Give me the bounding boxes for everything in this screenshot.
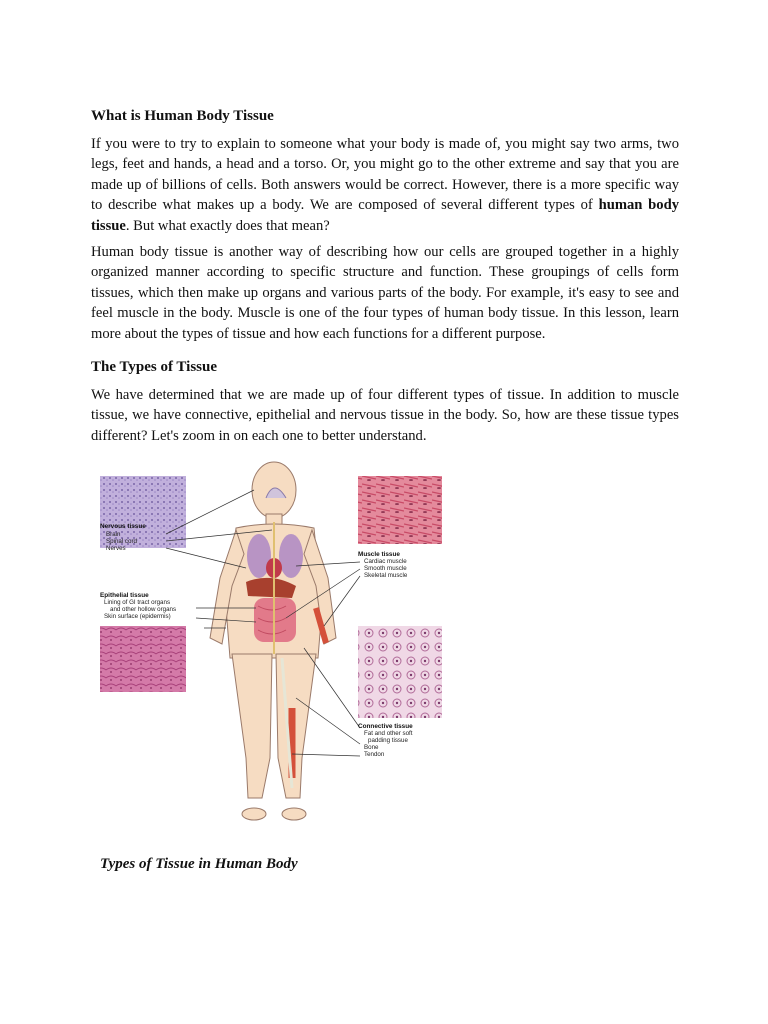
paragraph-types: We have determined that we are made up of four different types of tissue. In addition to muscle tissue, we have connective, epithelial and nervous tissue in the body. So, how are these tissue types different? Let's zoom in on each one to better understand. — [91, 387, 679, 444]
muscle-tissue-micrograph — [358, 476, 442, 544]
tissue-figure — [96, 458, 456, 838]
nervous-item-spinal-cord: Spinal cord — [106, 538, 137, 545]
human-body-illustration — [96, 458, 456, 838]
epithelial-tissue-micrograph — [100, 626, 186, 692]
heading-types-of-tissue: The Types of Tissue — [91, 359, 218, 375]
nervous-item-nerves: Nerves — [106, 545, 126, 552]
paragraph-intro-text: If you were to try to explain to someone what your body is made of, you might say two arms, two legs, feet and hands, a head and a torso. Or, you might go to the other extreme and say that you are made up of billions of cells. Both answers would be correct. However, there is a more specific way to describe what makes up a body. We are composed of several different types of — [91, 136, 679, 214]
nervous-item-brain: Brain — [106, 531, 121, 538]
paragraph-intro-end: . But what exactly does that mean? — [125, 217, 330, 234]
epithelial-tissue-title: Epithelial tissue — [100, 592, 149, 599]
paragraph-definition: Human body tissue is another way of describing how our cells are grouped together in a highly organized manner according to specific structure and function. These groupings of cells form tissues, which then make up organs and various parts of the body. For example, it's easy to see and feel muscle in the body. Muscle is one of the four types of human body tissue. In this lesson, learn more about the types of tissue and how each functions for a different purpose. — [91, 244, 679, 342]
figure-caption: Types of Tissue in Human Body — [100, 856, 298, 872]
epithelial-item-gi: Lining of GI tract organs — [104, 599, 171, 606]
epithelial-item-hollow: and other hollow organs — [110, 606, 177, 613]
connective-item-bone: Bone — [364, 744, 379, 751]
muscle-tissue-title: Muscle tissue — [358, 551, 400, 558]
muscle-item-skeletal: Skeletal muscle — [364, 572, 408, 579]
connective-tissue-micrograph — [358, 626, 442, 718]
heading-what-is-tissue: What is Human Body Tissue — [91, 108, 274, 124]
muscle-item-cardiac: Cardiac muscle — [364, 558, 407, 565]
epithelial-item-skin: Skin surface (epidermis) — [104, 613, 171, 620]
nervous-tissue-title: Nervous tissue — [100, 523, 146, 530]
connective-item-padding: padding tissue — [368, 737, 408, 744]
connective-item-tendon: Tendon — [364, 751, 385, 758]
connective-item-fat: Fat and other soft — [364, 730, 413, 737]
paragraph-intro — [91, 134, 679, 236]
connective-tissue-title: Connective tissue — [358, 723, 413, 730]
bold-term-human-body-tissue: human body tissue — [91, 197, 680, 234]
muscle-item-smooth: Smooth muscle — [364, 565, 407, 572]
